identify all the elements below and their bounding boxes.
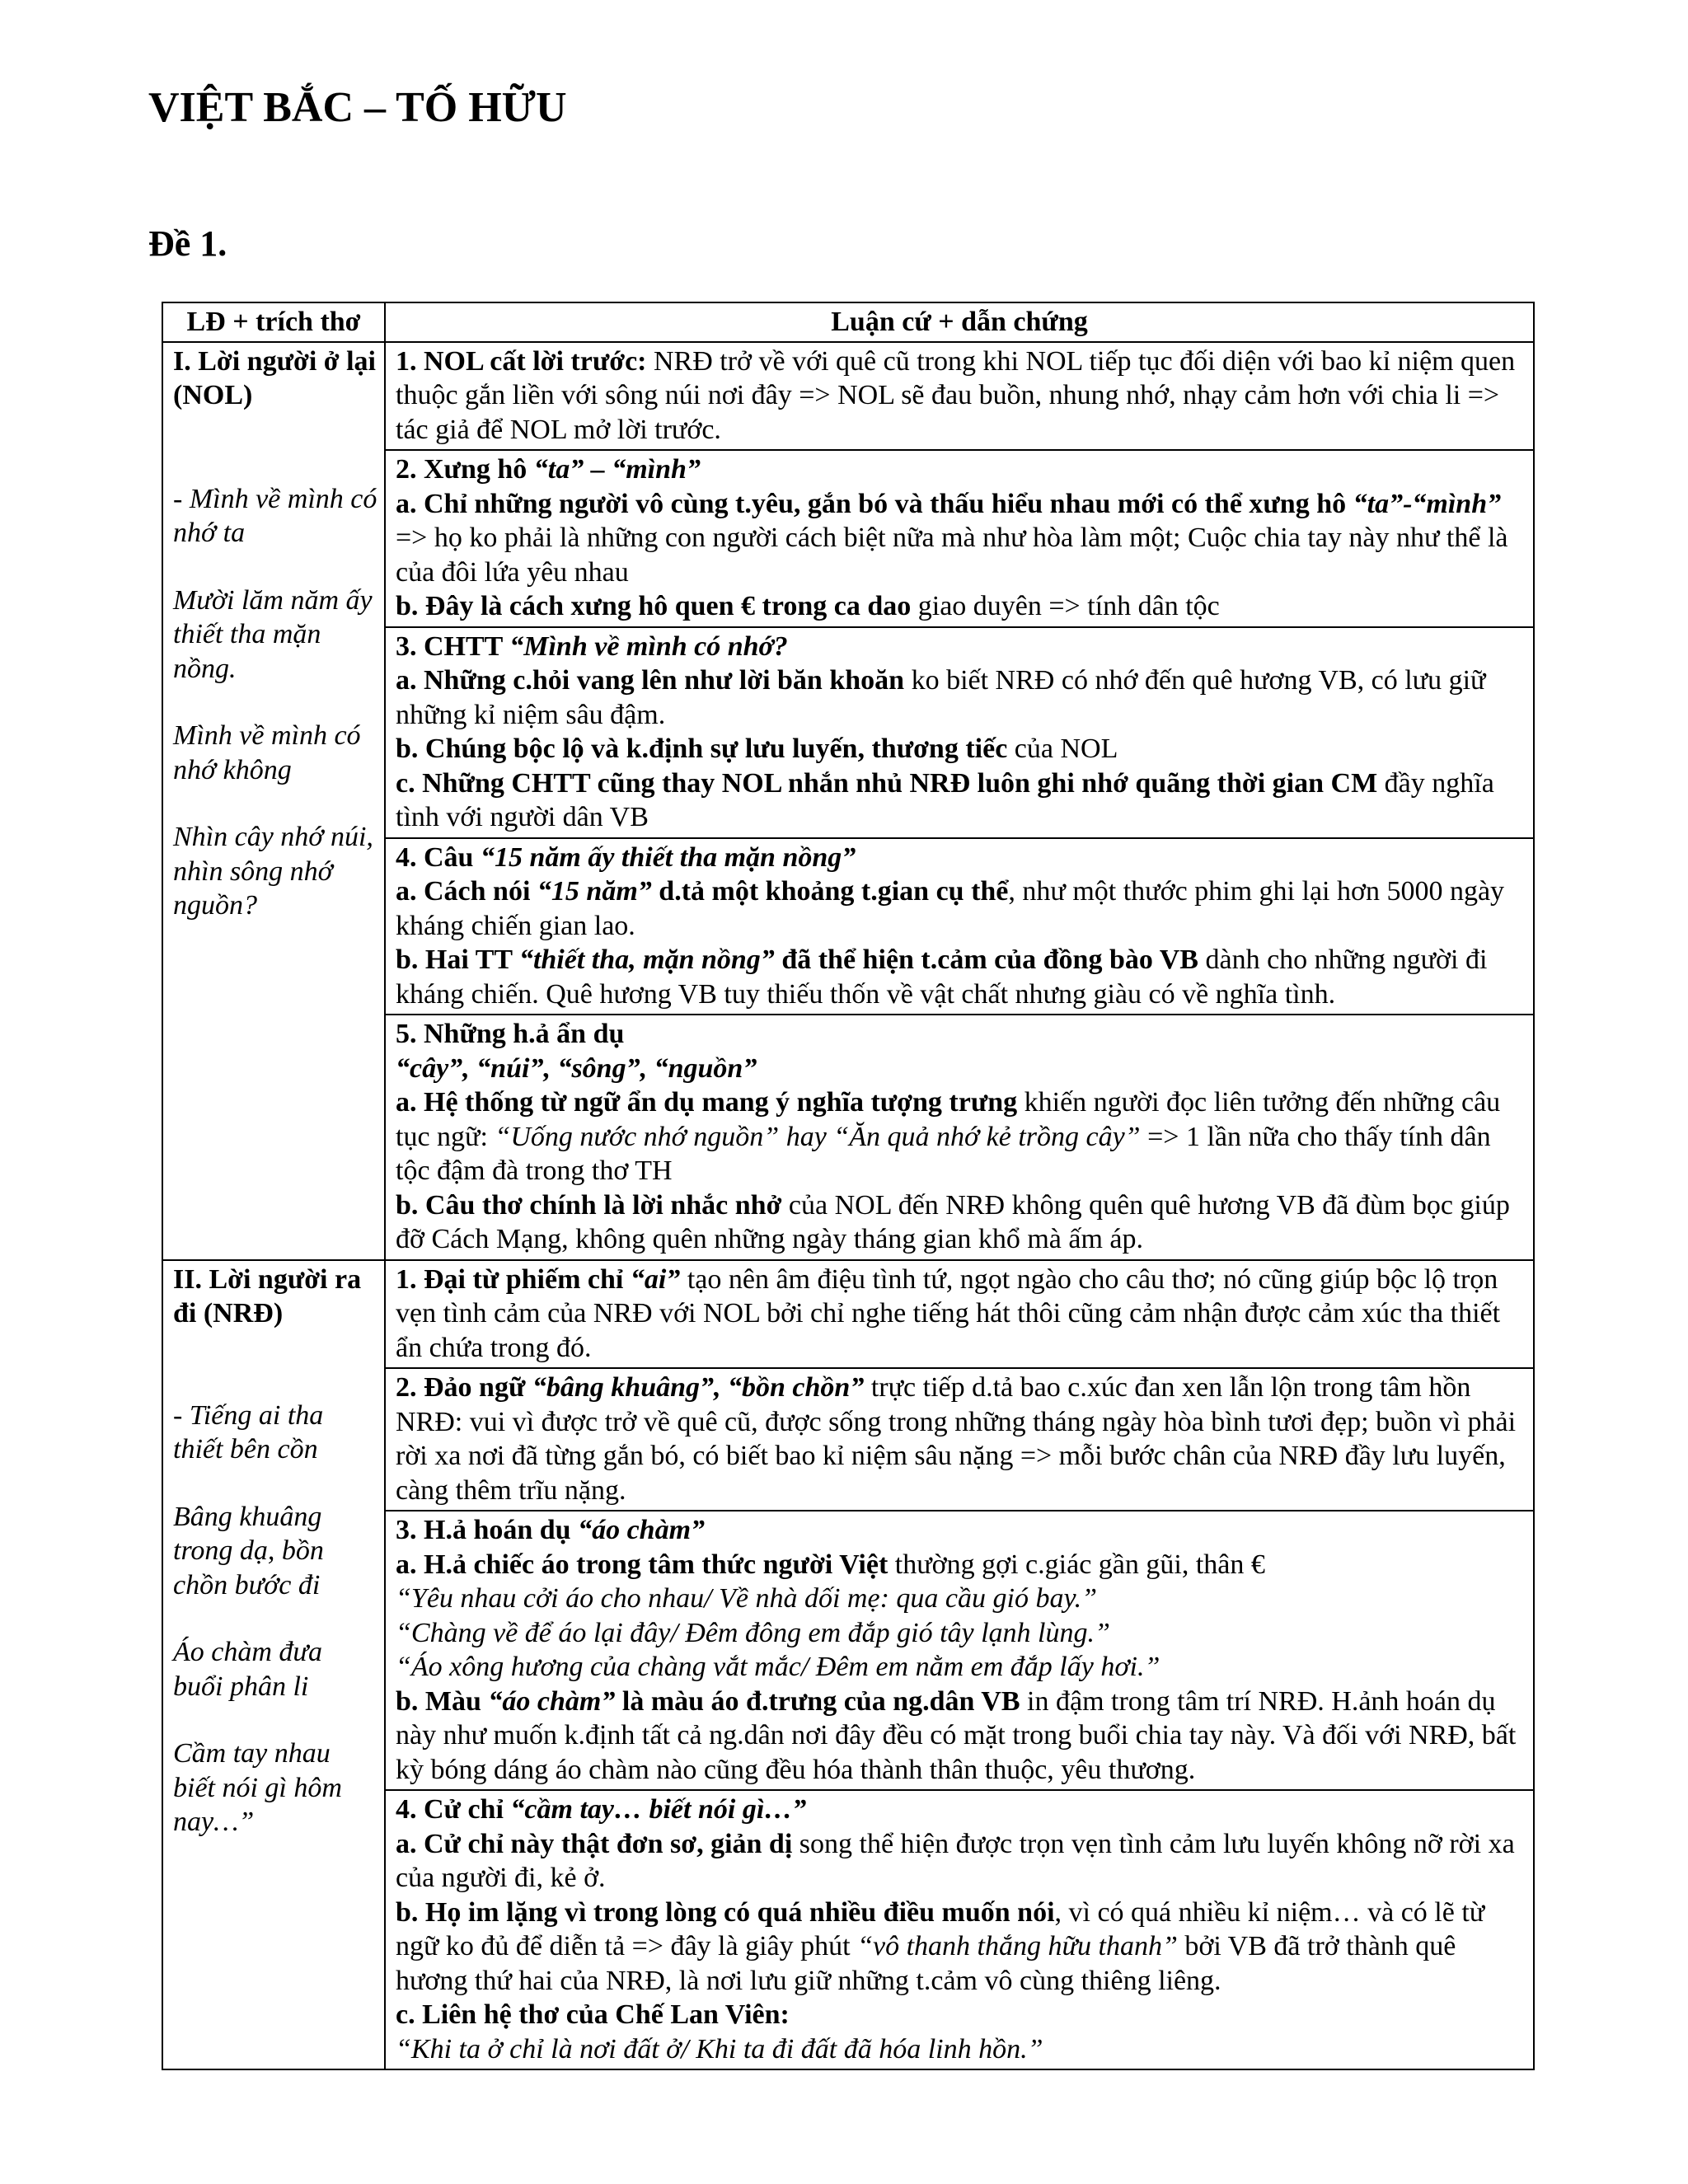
point-text: đầy nghĩa tình với người dân VB [396, 767, 1494, 832]
header-evidence-column: Luận cứ + dẫn chứng [385, 302, 1534, 342]
verse: Nhìn cây nhớ núi, nhìn sông nhớ nguồn? [173, 822, 373, 921]
sub-point-b: b. Câu thơ chính là lời nhắc nhở [396, 1189, 782, 1221]
sub-point-b: b. Họ im lặng vì trong lòng có quá nhiều điều muốn nói [396, 1896, 1055, 1928]
sub-point-b: b. Hai TT [396, 944, 519, 975]
verse: Bâng khuâng trong dạ, bồn chồn bước đi [173, 1501, 324, 1601]
section-2-label-cell [162, 1260, 385, 2070]
sub-point-a: a. Cách nói [396, 876, 537, 907]
point-heading: 3. CHTT [396, 630, 510, 662]
point-heading: 1. NOL cất lời trước: [396, 345, 647, 377]
s2-point-4 [385, 1790, 1534, 2069]
point-text: => 1 lần nữa cho thấy tính dân tộc đậm đà trong thơ TH [396, 1121, 1491, 1186]
verse: - Mình về mình có nhớ ta [173, 483, 377, 548]
s1-point-3 [385, 627, 1534, 838]
sub-point-b-cont: là màu áo đ.trưng của ng.dân VB [615, 1685, 1020, 1717]
point-heading-quote: “Mình về mình có nhớ? [509, 630, 788, 662]
quote: “ta”-“mình” [1353, 488, 1502, 519]
point-text: dành cho những người đi kháng chiến. Quê hương VB tuy thiếu thốn về vật chất nhưng giàu có về nghĩa tình. [396, 944, 1488, 1010]
s1-point-1 [385, 342, 1534, 451]
s1-point-2 [385, 450, 1534, 627]
quote: “Uống nước nhớ nguồn” hay “Ăn quả nhớ kẻ trồng cây” [495, 1121, 1141, 1152]
point-text: , như một thước phim ghi lại hơn 5000 ngày kháng chiến gian lao. [396, 876, 1505, 941]
point-text: ko biết NRĐ có nhớ đến quê hương VB, có lưu giữ những kỉ niệm sâu đậm. [396, 665, 1486, 730]
point-heading: 3. H.ả hoán dụ [396, 1515, 579, 1545]
verse: - Tiếng ai tha thiết bên cồn [173, 1399, 324, 1465]
point-text: trực tiếp d.tả bao c.xúc đan xen lẫn lộn trong tâm hồn NRĐ: vui vì được trở về quê cũ, được sống trong những tháng ngày hòa bình tươi đẹp; buồn vì phải rời xa nơi đã từng gắn bó, có biết bao kỉ niệm sâu nặng => mỗi bước chân của NRĐ đầy lưu luyến, càng thêm trĩu nặng. [396, 1372, 1517, 1506]
table-row [162, 1260, 1534, 1369]
point-heading: 2. Xưng hô [396, 454, 534, 485]
quote: “Yêu nhau cởi áo cho nhau/ Về nhà dối mẹ: qua cầu gió bay.” [396, 1583, 1098, 1614]
analysis-table [162, 302, 1535, 2070]
sub-point-c: c. Liên hệ thơ của Chế Lan Viên: [396, 1999, 790, 2030]
quote: “15 năm” [537, 876, 652, 907]
point-heading-quote: “áo chàm” [578, 1515, 706, 1545]
header-argument-column: LĐ + trích thơ [162, 302, 385, 342]
point-text: tạo nên âm điệu tình tứ, ngọt ngào cho câu thơ; nó cũng giúp bộc lộ trọn vẹn tình cảm của NRĐ với NOL bởi chỉ nghe tiếng hát thôi cũng cảm nhận được cảm xúc tha thiết ẩn chứa trong đó. [396, 1263, 1501, 1363]
section-1-label: I. Lời người ở lại (NOL) [173, 345, 376, 410]
page-title: VIỆT BẮC – TỐ HỮU [148, 84, 567, 131]
quote: “Khi ta ở chỉ là nơi đất ở/ Khi ta đi đất đã hóa linh hồn.” [396, 2033, 1043, 2064]
quote: “Chàng về để áo lại đây/ Đêm đông em đắp gió tây lạnh lùng.” [396, 1617, 1110, 1648]
sub-point-a: a. Những c.hỏi vang lên như lời băn khoăn [396, 665, 905, 696]
verse: Áo chàm đưa buổi phân li [173, 1637, 322, 1702]
sub-point-a-cont: d.tả một khoảng t.gian cụ thể [651, 876, 1009, 907]
point-heading: 2. Đảo ngữ [396, 1372, 532, 1403]
sub-point-a: a. H.ả chiếc áo trong tâm thức người Việt [396, 1549, 889, 1580]
sub-point-a: a. Hệ thống từ ngữ ẩn dụ mang ý nghĩa tượng trưng [396, 1087, 1018, 1118]
quote: “vô thanh thắng hữu thanh” [857, 1931, 1178, 1961]
quote: “Áo xông hương của chàng vắt mắc/ Đêm em nằm em đắp lấy hơi.” [396, 1652, 1160, 1682]
verse: Cầm tay nhau biết nói gì hôm nay…” [173, 1738, 342, 1837]
sub-point-b: b. Màu [396, 1685, 489, 1717]
quote: “áo chàm” [488, 1685, 616, 1717]
s2-point-2 [385, 1368, 1534, 1511]
table-header-row [162, 302, 1534, 342]
point-text: bởi VB đã trở thành quê hương thứ hai của NRĐ, là nơi lưu giữ những t.cảm vô cùng thiêng liêng. [396, 1931, 1456, 1996]
table-row [162, 342, 1534, 451]
point-text: giao duyên => tính dân tộc [911, 591, 1220, 621]
s1-point-5 [385, 1015, 1534, 1260]
verse: Mười lăm năm ấy thiết tha mặn nồng. [173, 584, 373, 684]
section-1-label-cell [162, 342, 385, 1260]
s1-point-4 [385, 838, 1534, 1015]
sub-point-a: a. Cử chỉ này thật đơn sơ, giản dị [396, 1828, 793, 1859]
point-heading: 1. Đại từ phiếm chỉ [396, 1263, 631, 1295]
point-text: in đậm trong tâm trí NRĐ. H.ảnh hoán dụ này như muốn k.định tất cả ng.dân nơi đây đều có mặt trong buổi chia tay này. Và đối với NRĐ, bất kỳ bóng dáng áo chàm nào cũng đều hóa thành thân thuộc, yêu thương. [396, 1685, 1517, 1785]
quote: “thiết tha, mặn nồng” [518, 944, 775, 975]
point-heading-quote: “ai” [630, 1263, 681, 1295]
point-text: khiến người đọc liên tưởng đến những câu tục ngữ: [396, 1087, 1501, 1152]
point-text: song thể hiện được trọn vẹn tình cảm lưu luyến không nỡ rời xa của người đi, kẻ ở. [396, 1828, 1515, 1893]
sub-point-b-cont: đã thể hiện t.cảm của đồng bào VB [774, 944, 1198, 975]
point-heading-quote: “cây”, “núi”, “sông”, “nguồn” [396, 1052, 757, 1084]
sub-point-b: b. Đây là cách xưng hô quen € trong ca dao [396, 591, 912, 621]
sub-point-a: a. Chỉ những người vô cùng t.yêu, gắn bó và thấu hiểu nhau mới có thể xưng hô [396, 488, 1353, 519]
point-text: NRĐ trở về với quê cũ trong khi NOL tiếp tục đối diện với bao kỉ niệm quen thuộc gắn liền với sông núi nơi đây => NOL sẽ đau buồn, nhung nhớ, nhạy cảm hơn với chia li => tác giả để NOL mở lời trước. [396, 345, 1516, 445]
point-heading: 4. Câu [396, 841, 481, 873]
point-heading-quote: “cầm tay… biết nói gì…” [510, 1794, 807, 1825]
sub-point-b: b. Chúng bộc lộ và k.định sự lưu luyến, thương tiếc [396, 733, 1008, 764]
verse: Mình về mình có nhớ không [173, 720, 361, 785]
s2-point-3 [385, 1511, 1534, 1790]
point-text: của NOL đến NRĐ không quên quê hương VB đã đùm bọc giúp đỡ Cách Mạng, không quên những ngày tháng gian khổ mà ấm áp. [396, 1189, 1510, 1254]
section-2-label: II. Lời người ra đi (NRĐ) [173, 1263, 362, 1329]
point-heading: 4. Cử chỉ [396, 1794, 511, 1825]
point-heading-quote: “15 năm ấy thiết tha mặn nồng” [480, 841, 856, 873]
point-heading: 5. Những h.ả ẩn dụ [396, 1019, 625, 1049]
point-text: => họ ko phải là những con người cách biệt nữa mà như hòa làm một; Cuộc chia tay này như thể là của đôi lứa yêu nhau [396, 523, 1508, 588]
sub-point-c: c. Những CHTT cũng thay NOL nhắn nhủ NRĐ luôn ghi nhớ quãng thời gian CM [396, 767, 1378, 799]
s2-point-1 [385, 1260, 1534, 1369]
exercise-heading: Đề 1. [148, 223, 227, 264]
point-text: của NOL [1007, 733, 1118, 764]
point-text: thường gợi c.giác gần gũi, thân € [888, 1549, 1265, 1580]
point-text: , vì có quá nhiều kỉ niệm… và có lẽ từ ngữ ko đủ để diễn tả => đây là giây phút [396, 1896, 1485, 1961]
point-heading-quote: “bâng khuâng”, “bồn chồn” [532, 1372, 865, 1403]
point-heading-quote: “ta” – “mình” [533, 454, 701, 485]
